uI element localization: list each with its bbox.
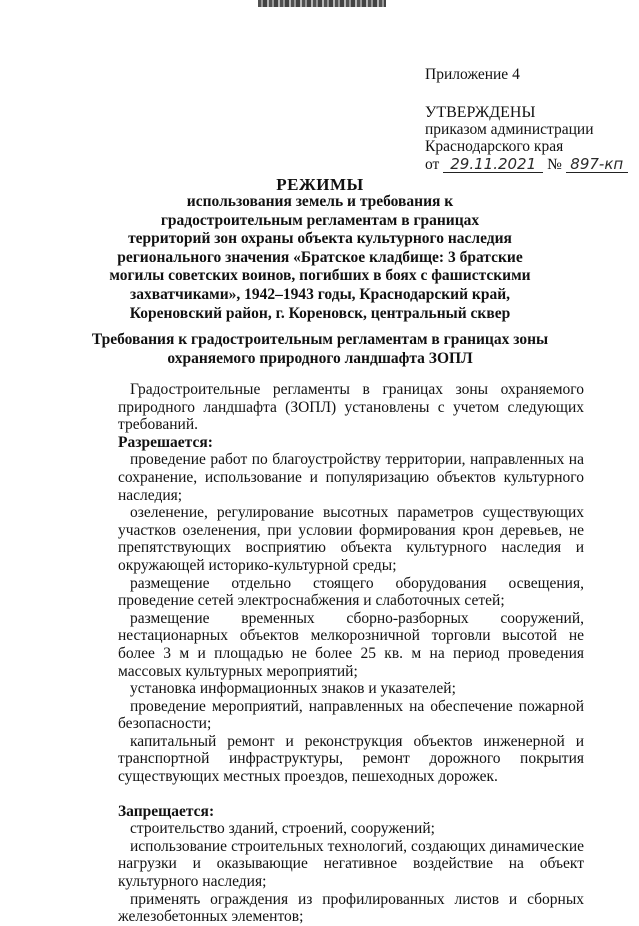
allowed-item: озеленение, регулирование высотных параметров существующих участков озеленения, при условии формирования крон деревьев, не препятствующих восприятию объекта культурного наследия и окружающей историко-культурной среды;	[118, 504, 584, 574]
allowed-item: установка информационных знаков и указателей;	[130, 680, 456, 698]
heading-line: градостроительным регламентам в границах	[160, 211, 480, 229]
document-body	[118, 381, 584, 926]
handwritten-date: 29.11.2021	[443, 157, 543, 173]
forbidden-item: строительство зданий, строений, сооружений;	[130, 820, 435, 838]
heading-line: захватчиками», 1942–1943 годы, Краснодарский край,	[129, 285, 511, 303]
section-heading-line: охраняемого природного ландшафта ЗОПЛ	[167, 349, 473, 367]
document-heading	[60, 193, 580, 323]
number-prefix: №	[547, 156, 562, 173]
order-line-2: Краснодарского края	[425, 138, 564, 155]
heading-line: территорий зон охраны объекта культурного наследия	[128, 230, 512, 248]
allowed-label: Разрешается:	[118, 433, 213, 451]
forbidden-item: использование строительных технологий, создающих динамические нагрузки и оказывающие негативное воздействие на объект культурного наследия;	[118, 837, 584, 891]
forbidden-item: применять ограждения из профилированных листов и сборных железобетонных элементов;	[118, 890, 584, 926]
document-title: РЕЖИМЫ	[276, 175, 364, 194]
scan-artifact	[258, 0, 386, 7]
forbidden-label: Запрещается:	[118, 802, 215, 820]
allowed-item: капитальный ремонт и реконструкция объектов инженерной и транспортной инфраструктуры, ремонт дорожного покрытия существующих местных проездов, пешеходных дорожек.	[118, 732, 584, 786]
order-line-1: приказом администрации	[425, 121, 594, 138]
heading-line: могилы советских воинов, погибших в боях с фашистскими	[109, 267, 531, 285]
allowed-item: размещение отдельно стоящего оборудования освещения, проведение сетей электроснабжения и слаботочных сетей;	[118, 574, 584, 610]
allowed-item: проведение мероприятий, направленных на обеспечение пожарной безопасности;	[118, 697, 584, 733]
heading-line: регионального значения «Братское кладбище: 3 братские	[117, 248, 523, 266]
intro-paragraph: Градостроительные регламенты в границах зоны охраняемого природного ландшафта (ЗОПЛ) установлены с учетом следующих требований.	[118, 381, 584, 434]
section-heading	[60, 331, 580, 368]
appendix-label: Приложение 4	[425, 66, 520, 83]
order-date-line	[425, 156, 628, 174]
allowed-item: размещение временных сборно-разборных сооружений, нестационарных объектов мелкорозничной торговли высотой не более 3 м и площадью не более 25 кв. м на период проведения массовых культурных мероприятий;	[118, 609, 584, 680]
heading-line: использования земель и требования к	[186, 193, 454, 210]
paragraph-gap	[118, 786, 584, 803]
approved-label: УТВЕРЖДЕНЫ	[425, 104, 536, 121]
date-prefix: от	[425, 156, 440, 173]
allowed-item: проведение работ по благоустройству территории, направленных на сохранение, использование и популяризацию объектов культурного наследия;	[118, 451, 584, 504]
section-heading-line: Требования к градостроительным регламентам в границах зоны	[91, 331, 549, 348]
handwritten-number: 897-кп	[566, 157, 628, 173]
heading-line: Кореновский район, г. Кореновск, центральный сквер	[129, 304, 511, 322]
